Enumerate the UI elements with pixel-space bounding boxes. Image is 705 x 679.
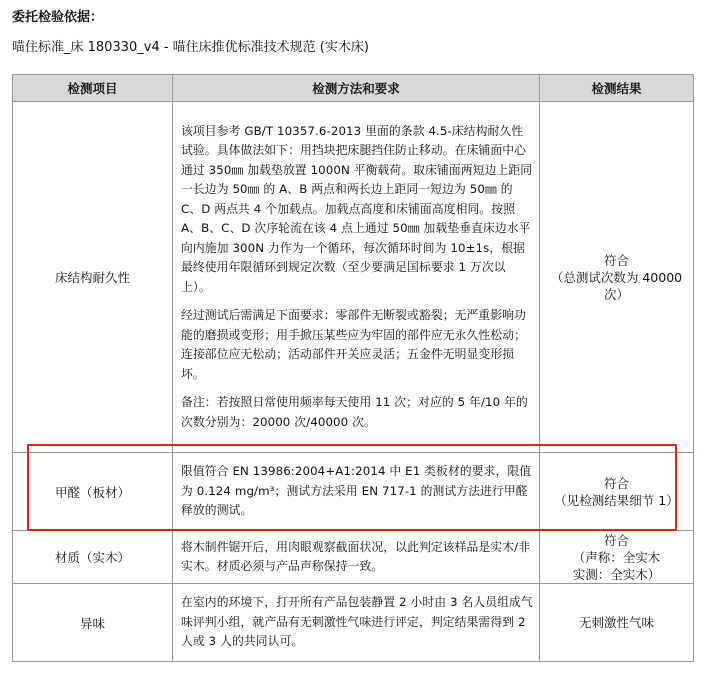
method-paragraph: 备注：若按照日常使用频率每天使用 11 次；对应的 5 年/10 年的次数分别为：20000 次/40000 次。 xyxy=(181,395,528,429)
result-line: 次） xyxy=(603,286,629,302)
result-cell xyxy=(540,531,694,584)
result-line: 实测：全实木） xyxy=(572,566,661,582)
result-line: 符合 xyxy=(603,532,629,548)
result-cell xyxy=(540,584,694,662)
result-line: 符合 xyxy=(603,475,629,491)
table-header-row xyxy=(13,75,694,102)
table-row xyxy=(13,453,694,531)
column-header-result: 检测结果 xyxy=(540,75,694,102)
table-row xyxy=(13,531,694,584)
table-row xyxy=(13,102,694,453)
method-paragraph: 限值符合 EN 13986:2004+A1:2014 中 E1 类板材的要求，限值为 0.124 mg/m³；测试方法采用 EN 717-1 的测试方法进行甲醛释放的测试。 xyxy=(181,464,532,518)
result-line: （声称：全实木 xyxy=(572,549,661,565)
method-cell xyxy=(173,584,540,662)
column-header-item: 检测项目 xyxy=(13,75,173,102)
table-row xyxy=(13,584,694,662)
result-cell xyxy=(540,453,694,531)
item-cell: 材质（实木） xyxy=(13,531,173,584)
method-paragraph: 经过测试后需满足下面要求：零部件无断裂或豁裂；无严重影响功能的磨损或变形；用手掀压某些应为牢固的部件应无永久性松动；连接部位应无松动；活动部件开关应灵活；五金件无明显变形损坏。 xyxy=(181,308,527,381)
column-header-method: 检测方法和要求 xyxy=(173,75,540,102)
result-line: （见检测结果细节 1） xyxy=(554,492,679,508)
method-paragraph: 在室内的环境下，打开所有产品包装静置 2 小时由 3 名人员组成气味评判小组，就产品有无刺激性气味进行评定，判定结果需得到 2 人或 3 人的共同认可。 xyxy=(181,595,533,649)
item-cell: 床结构耐久性 xyxy=(13,102,173,453)
result-cell xyxy=(540,102,694,453)
method-cell xyxy=(173,531,540,584)
result-line: 无刺激性气味 xyxy=(578,615,654,630)
method-cell xyxy=(173,102,540,453)
result-line: 符合 xyxy=(603,252,629,268)
method-paragraph: 该项目参考 GB/T 10357.6-2013 里面的条款 4.5-床结构耐久性试验。具体做法如下：用挡块把床腿挡住防止移动。在床铺面中心通过 350㎜ 加载垫放置 1000N 平衡载荷。取床铺面两短边上距同一长边为 50㎜ 的 A、B 两点和两长边上距同一短边为 50㎜ 的 C、D 两点共 4 个加载点。加载点高度和床铺面高度相同。按照 A、B、C、D 次序轮流在该 4 点上通过 50㎜ 加载垫垂直床边水平向内施加 300N 力作为一个循环，每次循环时间为 10±1s，根据最终使用年限循环到规定次数（至少要满足国标要求 1 万次以上）。 xyxy=(181,123,533,294)
basis-text: 喵住标准_床 180330_v4 - 喵住床推优标准技术规范 (实木床) xyxy=(12,40,369,55)
item-cell: 异味 xyxy=(13,584,173,662)
item-cell: 甲醛（板材） xyxy=(13,453,173,531)
result-line: （总测试次数为 40000 xyxy=(550,269,683,285)
basis-label: 委托检验依据： xyxy=(12,10,104,25)
method-paragraph: 将木制件锯开后，用肉眼观察截面状况，以此判定该样品是实木/非实木。材质必须与产品声称保持一致。 xyxy=(181,539,531,573)
method-cell xyxy=(173,453,540,531)
inspection-table xyxy=(12,74,694,662)
